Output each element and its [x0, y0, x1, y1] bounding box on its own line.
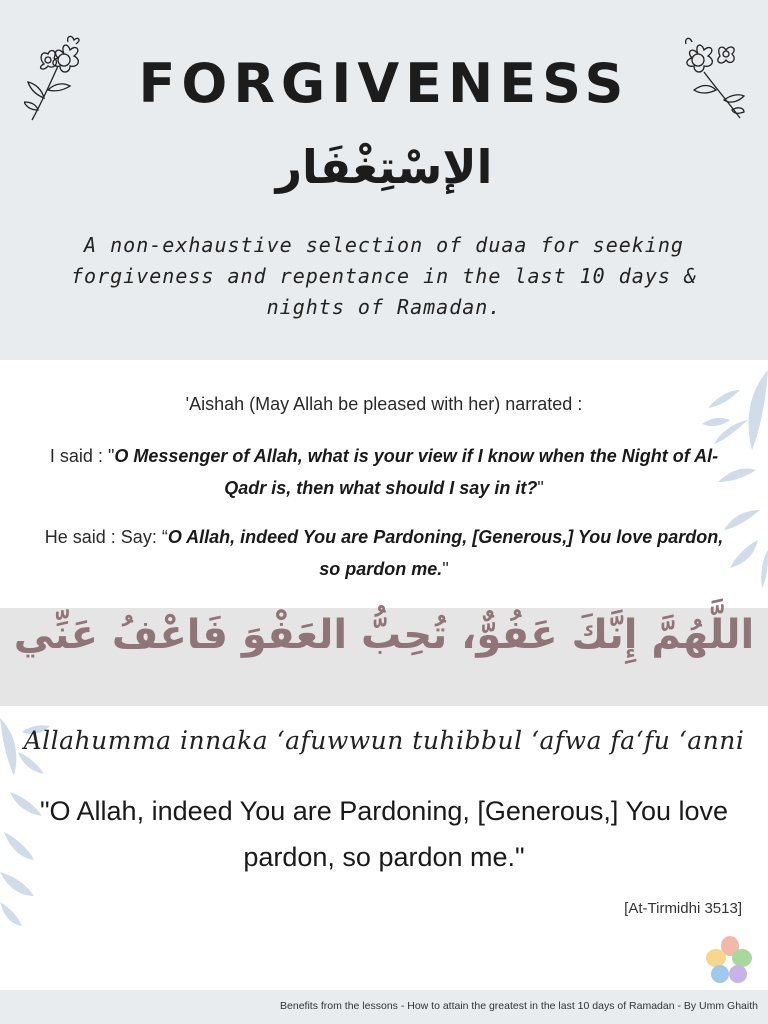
petal-logo-icon [702, 934, 756, 986]
answer-text: O Allah, indeed You are Pardoning, [Generous,] You love pardon, so pardon me. [167, 527, 724, 579]
narration-intro: 'Aishah (May Allah be pleased with her) narrated : [185, 394, 583, 414]
narration-answer [40, 521, 728, 585]
arabic-title: الإسْتِغْفَار [275, 140, 493, 194]
transliteration: Allahumma innaka ‘afuwwun tuhibbul ‘afwa fa‘fu ‘anni [23, 726, 745, 755]
subtitle: A non-exhaustive selection of duaa for seeking forgiveness and repentance in the last 10 days & nights of Ramadan. [71, 233, 697, 319]
hadith-reference: [At-Tirmidhi 3513] [624, 900, 742, 917]
translation: "O Allah, indeed You are Pardoning, [Generous,] You love pardon, so pardon me." [39, 796, 729, 872]
narration-question [40, 440, 728, 504]
answer-prefix: He said : Say: “ [44, 527, 168, 547]
question-prefix: I said : " [49, 446, 115, 466]
arabic-duaa: اللَّهُمَّ إِنَّكَ عَفُوٌّ، تُحِبُّ العَفْوَ فَاعْفُ عَنِّي [13, 612, 755, 658]
page-title: FORGIVENESS [138, 52, 630, 115]
question-text: O Messenger of Allah, what is your view if I know when the Night of Al-Qadr is, then what should I say in it? [114, 446, 719, 498]
question-suffix: " [537, 478, 544, 498]
footer-credit: Benefits from the lessons - How to attain the greatest in the last 10 days of Ramadan - By Umm Ghaith [280, 1000, 758, 1012]
answer-suffix: " [442, 559, 449, 579]
